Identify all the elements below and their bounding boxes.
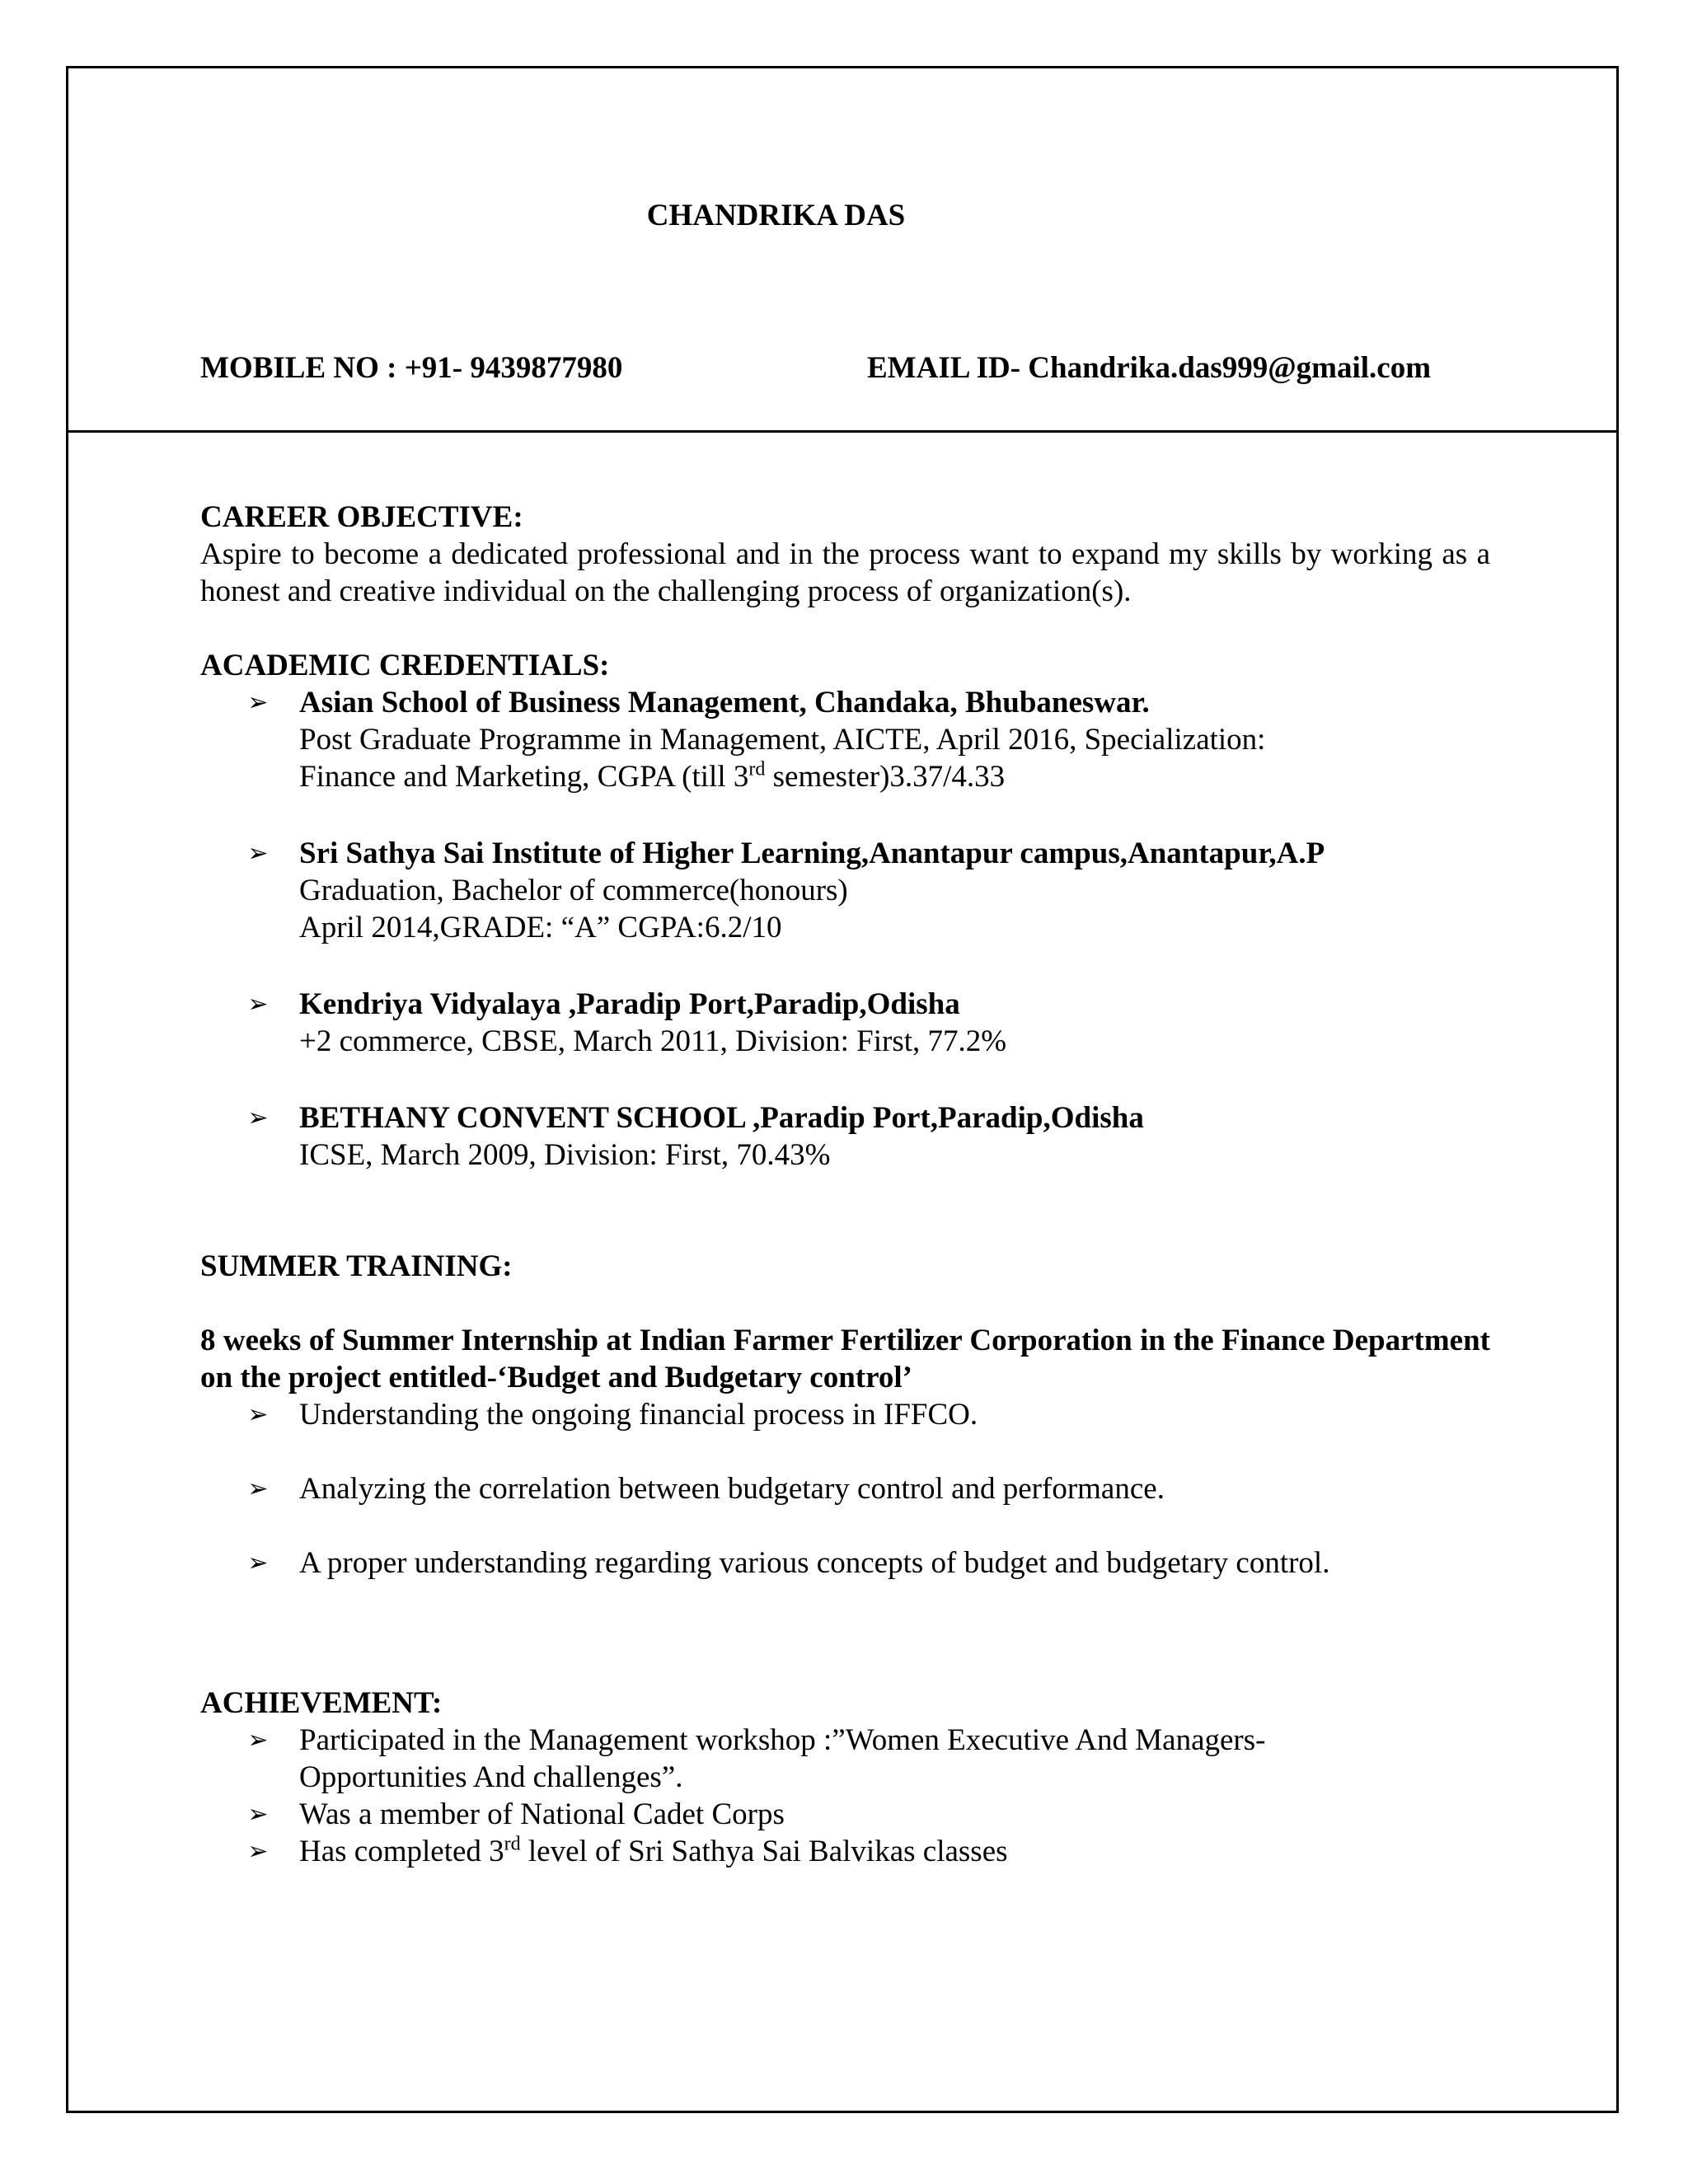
email-id: EMAIL ID- Chandrika.das999@gmail.com (867, 351, 1432, 385)
list-item: ➢ Was a member of National Cadet Corps (200, 1796, 1490, 1833)
list-item: ➢ A proper understanding regarding various concepts of budget and budgetary control. (200, 1544, 1490, 1582)
header-divider (66, 430, 1619, 433)
arrow-bullet-icon: ➢ (247, 688, 269, 717)
arrow-bullet-icon: ➢ (247, 990, 269, 1019)
list-item: ➢ Participated in the Management workshop :”Women Executive And Managers- Opportunities And challenges”. (200, 1722, 1490, 1796)
academic-item-kv (200, 986, 1490, 1060)
institution-title: Asian School of Business Management, Chandaka, Bhubaneswar. (299, 686, 1150, 719)
achievement-list (200, 1722, 1490, 1870)
institution-title: Sri Sathya Sai Institute of Higher Learning,Anantapur campus,Anantapur,A.P (299, 837, 1325, 870)
arrow-bullet-icon: ➢ (247, 1104, 269, 1132)
institution-detail: ICSE, March 2009, Division: First, 70.43% (299, 1138, 831, 1172)
institution-detail: +2 commerce, CBSE, March 2011, Division: First, 77.2% (299, 1024, 1007, 1058)
institution-title: Kendriya Vidyalaya ,Paradip Port,Paradip,Odisha (299, 987, 960, 1021)
institution-title: BETHANY CONVENT SCHOOL ,Paradip Port,Paradip,Odisha (299, 1101, 1144, 1135)
candidate-name: CHANDRIKA DAS (646, 199, 906, 232)
mobile-number: MOBILE NO : +91- 9439877980 (200, 351, 623, 385)
academic-credentials-heading: ACADEMIC CREDENTIALS: (200, 649, 610, 682)
achievement-heading: ACHIEVEMENT: (200, 1686, 443, 1720)
career-objective-heading: CAREER OBJECTIVE: (200, 500, 523, 534)
summer-training-heading: SUMMER TRAINING: (200, 1249, 513, 1283)
career-objective-text: Aspire to become a dedicated professional and in the process want to expand my skills by working as a honest and creative individual on the challenging process of organization(s). (200, 537, 1490, 608)
institution-detail: Graduation, Bachelor of commerce(honours) (299, 874, 848, 907)
arrow-bullet-icon: ➢ (247, 1800, 269, 1829)
academic-item-bethany (200, 1099, 1490, 1174)
arrow-bullet-icon: ➢ (247, 1837, 269, 1866)
internship-title: 8 weeks of Summer Internship at Indian Farmer Fertilizer Corporation in the Finance Department on the project entitled-‘Budget and Budgetary control’ (200, 1324, 1490, 1394)
institution-detail: April 2014,GRADE: “A” CGPA:6.2/10 (299, 911, 782, 944)
institution-detail: Finance and Marketing, CGPA (till 3rd semester)3.37/4.33 (299, 758, 1006, 794)
list-item: ➢ Understanding the ongoing financial process in IFFCO. (200, 1396, 1490, 1433)
list-item: ➢ Has completed 3rd level of Sri Sathya Sai Balvikas classes (200, 1833, 1490, 1870)
resume-body (200, 499, 1490, 1870)
arrow-bullet-icon: ➢ (247, 1474, 269, 1503)
internship-points (200, 1396, 1490, 1582)
institution-detail: Post Graduate Programme in Management, AICTE, April 2016, Specialization: (299, 723, 1266, 757)
arrow-bullet-icon: ➢ (247, 839, 269, 868)
arrow-bullet-icon: ➢ (247, 1400, 269, 1429)
academic-item-sathya (200, 835, 1490, 946)
academic-item-asian (200, 684, 1490, 795)
academic-list (200, 684, 1490, 1174)
arrow-bullet-icon: ➢ (247, 1726, 269, 1755)
list-item: ➢ Analyzing the correlation between budgetary control and performance. (200, 1470, 1490, 1507)
arrow-bullet-icon: ➢ (247, 1549, 269, 1577)
